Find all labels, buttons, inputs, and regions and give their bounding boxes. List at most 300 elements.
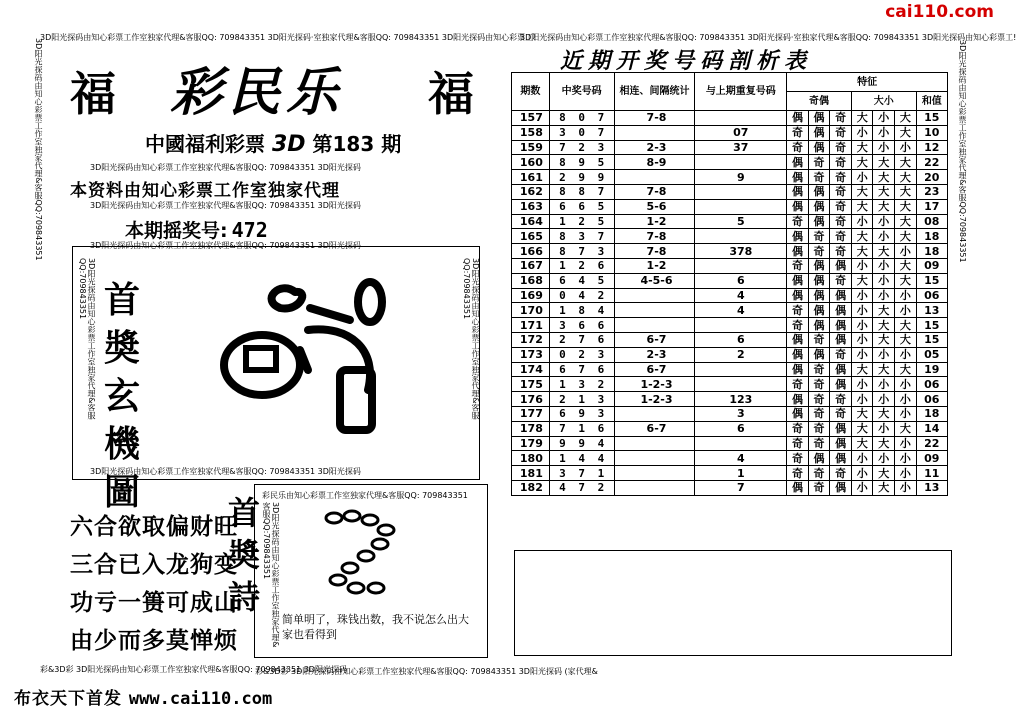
feature-cell: 奇: [787, 436, 809, 451]
feature-cell: 大: [851, 244, 873, 259]
pattern-cell: 7-8: [614, 229, 695, 244]
poem-line: 由少而多莫惮烦: [70, 628, 238, 654]
feature-cell: 小: [895, 406, 917, 421]
sum-cell: 13: [916, 303, 947, 318]
feature-cell: 小: [873, 392, 895, 407]
repeat-cell: [695, 199, 787, 214]
feature-cell: 大: [873, 184, 895, 199]
feature-cell: 大: [851, 436, 873, 451]
number-cell: 6 6 5: [549, 199, 614, 214]
feature-cell: 小: [895, 436, 917, 451]
number-cell: 8 9 5: [549, 155, 614, 170]
feature-cell: 小: [873, 273, 895, 288]
feature-cell: 奇: [830, 406, 852, 421]
footer-slogan-text: 布衣天下首发: [14, 689, 122, 709]
repeat-cell: [695, 111, 787, 126]
feature-cell: 小: [851, 451, 873, 466]
issue-cell: 163: [512, 199, 550, 214]
sum-cell: 14: [916, 421, 947, 436]
sum-cell: 15: [916, 332, 947, 347]
sum-cell: 15: [916, 273, 947, 288]
issue-cell: 160: [512, 155, 550, 170]
feature-cell: 小: [895, 288, 917, 303]
feature-cell: 大: [873, 244, 895, 259]
issue-cell: 168: [512, 273, 550, 288]
feature-cell: 奇: [787, 214, 809, 229]
number-cell: 2 1 3: [549, 392, 614, 407]
feature-cell: 大: [873, 362, 895, 377]
feature-cell: 奇: [787, 451, 809, 466]
feature-cell: 小: [851, 347, 873, 362]
pattern-cell: 6-7: [614, 421, 695, 436]
fu-character-right: 福: [428, 67, 474, 121]
feature-cell: 偶: [808, 140, 830, 155]
pattern-cell: [614, 436, 695, 451]
issue-prefix: 第: [312, 132, 333, 156]
feature-cell: 偶: [830, 421, 852, 436]
feature-cell: 大: [851, 362, 873, 377]
issue-cell: 167: [512, 258, 550, 273]
number-cell: 1 2 6: [549, 258, 614, 273]
issue-cell: 173: [512, 347, 550, 362]
table-title: 近期开奖号码剖析表: [560, 49, 813, 74]
number-cell: 1 4 4: [549, 451, 614, 466]
header-strip-right: 3D阳光探码由知心彩票工作室独家代理&客服QQ: 709843351 3D阳光探码·室独家代理&客服QQ: 709843351 3D阳光探码由知心彩票工!: [520, 33, 1016, 42]
sum-cell: 15: [916, 111, 947, 126]
header-big-small: 大小: [851, 92, 916, 111]
header-issue: 期数: [512, 73, 550, 111]
sum-cell: 18: [916, 406, 947, 421]
repeat-cell: 6: [695, 421, 787, 436]
pattern-cell: 2-3: [614, 140, 695, 155]
sum-cell: 12: [916, 140, 947, 155]
feature-cell: 大: [851, 111, 873, 126]
feature-cell: 小: [851, 170, 873, 185]
feature-cell: 奇: [808, 421, 830, 436]
issue-cell: 169: [512, 288, 550, 303]
number-cell: 3 7 1: [549, 466, 614, 481]
feature-cell: 偶: [830, 451, 852, 466]
feature-cell: 偶: [787, 288, 809, 303]
pattern-cell: [614, 303, 695, 318]
feature-cell: 大: [895, 170, 917, 185]
feature-cell: 小: [895, 377, 917, 392]
repeat-cell: 4: [695, 303, 787, 318]
feature-cell: 小: [851, 288, 873, 303]
number-cell: 8 7 3: [549, 244, 614, 259]
feature-cell: 奇: [808, 332, 830, 347]
pattern-cell: 1-2-3: [614, 377, 695, 392]
table-row: [512, 362, 948, 377]
issue-cell: 159: [512, 140, 550, 155]
feature-cell: 大: [895, 273, 917, 288]
feature-cell: 偶: [787, 199, 809, 214]
feature-cell: 偶: [830, 303, 852, 318]
feature-cell: 奇: [830, 229, 852, 244]
feature-cell: 奇: [830, 392, 852, 407]
pattern-cell: 1-2: [614, 258, 695, 273]
feature-cell: 大: [895, 258, 917, 273]
issue-cell: 164: [512, 214, 550, 229]
feature-cell: 奇: [830, 466, 852, 481]
sum-cell: 18: [916, 229, 947, 244]
issue-cell: 161: [512, 170, 550, 185]
sum-cell: 20: [916, 170, 947, 185]
feature-cell: 奇: [808, 229, 830, 244]
feature-cell: 奇: [830, 125, 852, 140]
feature-cell: 奇: [808, 377, 830, 392]
table-row: [512, 170, 948, 185]
feature-cell: 偶: [787, 111, 809, 126]
feature-cell: 小: [873, 421, 895, 436]
feature-cell: 奇: [830, 155, 852, 170]
poem-line: 三合已入龙狗变: [70, 552, 238, 578]
fu-character-left: 福: [70, 67, 116, 121]
header-number: 中奖号码: [549, 73, 614, 111]
feature-cell: 大: [895, 214, 917, 229]
feature-cell: 小: [895, 392, 917, 407]
feature-cell: 大: [895, 421, 917, 436]
feature-cell: 小: [895, 244, 917, 259]
feature-cell: 大: [895, 184, 917, 199]
number-cell: 8 0 7: [549, 111, 614, 126]
feature-cell: 大: [873, 155, 895, 170]
sum-cell: 19: [916, 362, 947, 377]
number-cell: 1 3 2: [549, 377, 614, 392]
puzzle-side-strip: 3D阳光探码由知心彩票工作室独家代理&客服QQ:709843351: [78, 258, 96, 420]
feature-cell: 大: [851, 155, 873, 170]
draw-number-line: [125, 216, 268, 243]
feature-cell: 偶: [787, 229, 809, 244]
feature-cell: 偶: [787, 392, 809, 407]
feature-cell: 奇: [787, 377, 809, 392]
issue-number: 183: [332, 132, 375, 156]
feature-cell: 大: [873, 318, 895, 333]
table-row: [512, 244, 948, 259]
number-cell: 9 9 4: [549, 436, 614, 451]
feature-cell: 小: [851, 377, 873, 392]
feature-cell: 大: [895, 155, 917, 170]
lottery-name: 中國福利彩票: [145, 132, 265, 156]
feature-cell: 偶: [787, 170, 809, 185]
feature-cell: 小: [873, 347, 895, 362]
footer-url: www.cai110.com: [128, 689, 273, 709]
repeat-cell: 6: [695, 332, 787, 347]
sum-cell: 22: [916, 436, 947, 451]
feature-cell: 大: [895, 111, 917, 126]
number-cell: 8 8 7: [549, 184, 614, 199]
repeat-cell: 123: [695, 392, 787, 407]
sum-cell: 06: [916, 392, 947, 407]
issue-cell: 165: [512, 229, 550, 244]
feature-cell: 偶: [808, 125, 830, 140]
feature-cell: 小: [873, 111, 895, 126]
number-cell: 6 4 5: [549, 273, 614, 288]
feature-cell: 奇: [830, 111, 852, 126]
repeat-cell: 378: [695, 244, 787, 259]
feature-cell: 偶: [787, 332, 809, 347]
feature-cell: 小: [851, 466, 873, 481]
issue-cell: 180: [512, 451, 550, 466]
feature-cell: 大: [851, 199, 873, 214]
table-row: [512, 111, 948, 126]
repeat-cell: [695, 258, 787, 273]
feature-cell: 奇: [808, 392, 830, 407]
right-vertical-strip: 3D阳光探码由知心彩票工作室独家代理&客服QQ:709843351: [958, 40, 967, 263]
table-row: [512, 421, 948, 436]
number-cell: 6 9 3: [549, 406, 614, 421]
pattern-cell: [614, 170, 695, 185]
brand-title: 彩民乐: [170, 62, 345, 123]
pattern-cell: [614, 451, 695, 466]
feature-cell: 奇: [808, 170, 830, 185]
header-repeat: 与上期重复号码: [695, 73, 787, 111]
issue-cell: 158: [512, 125, 550, 140]
bottom-strip: 彩&3D彩 3D阳光探码由知心彩票工作室独家代理&客服QQ: 709843351 3D阳光探码 (家代理&: [255, 667, 598, 676]
feature-cell: 小: [873, 377, 895, 392]
feature-cell: 大: [873, 406, 895, 421]
feature-cell: 奇: [787, 466, 809, 481]
feature-cell: 奇: [830, 214, 852, 229]
feature-cell: 奇: [808, 466, 830, 481]
number-cell: 0 4 2: [549, 288, 614, 303]
table-row: [512, 229, 948, 244]
sum-cell: 22: [916, 155, 947, 170]
feature-cell: 偶: [787, 155, 809, 170]
feature-cell: 偶: [830, 318, 852, 333]
feature-cell: 偶: [808, 214, 830, 229]
repeat-cell: 5: [695, 214, 787, 229]
feature-cell: 小: [895, 451, 917, 466]
feature-cell: 大: [873, 466, 895, 481]
table-row: [512, 332, 948, 347]
feature-cell: 偶: [808, 258, 830, 273]
issue-cell: 162: [512, 184, 550, 199]
feature-cell: 偶: [787, 362, 809, 377]
feature-cell: 偶: [830, 332, 852, 347]
feature-cell: 小: [873, 140, 895, 155]
feature-cell: 奇: [808, 155, 830, 170]
footer-strip: 彩&3D彩 3D阳光探码由知心彩票工作室独家代理&客服QQ: 709843351 3D阳光探码: [40, 665, 347, 674]
table-row: [512, 199, 948, 214]
header-feature: 特征: [787, 73, 948, 92]
repeat-cell: [695, 436, 787, 451]
number-cell: 8 3 7: [549, 229, 614, 244]
feature-cell: 偶: [808, 318, 830, 333]
pattern-cell: 6-7: [614, 362, 695, 377]
feature-cell: 小: [895, 303, 917, 318]
table-row: [512, 466, 948, 481]
feature-cell: 小: [851, 332, 873, 347]
pattern-cell: 8-9: [614, 155, 695, 170]
draw-analysis-table: [511, 72, 948, 496]
sum-cell: 09: [916, 258, 947, 273]
repeat-cell: 9: [695, 170, 787, 185]
feature-cell: 小: [895, 347, 917, 362]
feature-cell: 奇: [787, 258, 809, 273]
hint-strip: 彩民乐由知心彩票工作室独家代理&客服QQ: 709843351: [262, 491, 468, 500]
repeat-cell: 7: [695, 480, 787, 495]
feature-cell: 小: [895, 466, 917, 481]
pattern-cell: 5-6: [614, 199, 695, 214]
issue-cell: 157: [512, 111, 550, 126]
feature-cell: 偶: [830, 362, 852, 377]
table-row: [512, 214, 948, 229]
footer-slogan: [14, 684, 272, 709]
feature-cell: 奇: [830, 199, 852, 214]
ad-strip-b: 3D阳光探码由知心彩票工作室独家代理&客服QQ: 709843351 3D阳光探码: [90, 201, 361, 210]
lottery-issue-title: [145, 128, 401, 157]
header-strip-left: 3D阳光探码由知心彩票工作室独家代理&客服QQ: 709843351 3D阳光探码·室独家代理&客服QQ: 709843351 3D阳光探码由知心彩票工!: [40, 33, 537, 42]
pattern-cell: [614, 466, 695, 481]
feature-cell: 偶: [787, 406, 809, 421]
repeat-cell: [695, 377, 787, 392]
issue-cell: 175: [512, 377, 550, 392]
puzzle-label: 首奬玄機圖: [103, 279, 140, 513]
feature-cell: 偶: [787, 273, 809, 288]
feature-cell: 偶: [787, 184, 809, 199]
table-row: [512, 125, 948, 140]
sum-cell: 23: [916, 184, 947, 199]
pattern-cell: 6-7: [614, 332, 695, 347]
feature-cell: 奇: [808, 406, 830, 421]
table-row: [512, 347, 948, 362]
feature-cell: 小: [851, 392, 873, 407]
issue-cell: 172: [512, 332, 550, 347]
pattern-cell: [614, 480, 695, 495]
feature-cell: 偶: [808, 199, 830, 214]
repeat-cell: 37: [695, 140, 787, 155]
feature-cell: 小: [873, 288, 895, 303]
issue-cell: 181: [512, 466, 550, 481]
feature-cell: 小: [895, 140, 917, 155]
feature-cell: 小: [873, 229, 895, 244]
feature-cell: 奇: [808, 362, 830, 377]
pattern-cell: 2-3: [614, 347, 695, 362]
repeat-cell: [695, 155, 787, 170]
feature-cell: 大: [895, 229, 917, 244]
number-cell: 2 9 9: [549, 170, 614, 185]
game-name: 3D: [271, 132, 306, 157]
feature-cell: 小: [851, 318, 873, 333]
poem-line: 六合欲取偏财旺: [70, 514, 238, 540]
feature-cell: 大: [873, 436, 895, 451]
feature-cell: 奇: [830, 170, 852, 185]
sum-cell: 05: [916, 347, 947, 362]
feature-cell: 奇: [787, 318, 809, 333]
table-row: [512, 155, 948, 170]
pattern-cell: 1-2-3: [614, 392, 695, 407]
site-watermark: cai110.com: [885, 2, 994, 22]
feature-cell: 奇: [830, 184, 852, 199]
feature-cell: 大: [851, 140, 873, 155]
sum-cell: 06: [916, 377, 947, 392]
feature-cell: 偶: [787, 347, 809, 362]
poem-line: 功亏一篑可成山: [70, 590, 238, 616]
feature-cell: 小: [851, 258, 873, 273]
feature-cell: 大: [895, 318, 917, 333]
header-pattern: 相连、间隔统计: [614, 73, 695, 111]
sum-cell: 06: [916, 288, 947, 303]
draw-number: 472: [231, 218, 268, 242]
pattern-cell: 7-8: [614, 244, 695, 259]
ad-strip-d: 3D阳光探码由知心彩票工作室独家代理&客服QQ: 709843351 3D阳光探码: [90, 467, 361, 476]
table-row: [512, 480, 948, 495]
poem-label: 首奬詩: [227, 494, 260, 616]
hint-drawing: [310, 500, 420, 600]
feature-cell: 奇: [830, 273, 852, 288]
sum-cell: 11: [916, 466, 947, 481]
feature-cell: 大: [851, 229, 873, 244]
feature-cell: 大: [873, 480, 895, 495]
header-odd-even: 奇偶: [787, 92, 852, 111]
feature-cell: 大: [851, 273, 873, 288]
number-cell: 6 7 6: [549, 362, 614, 377]
number-cell: 3 0 7: [549, 125, 614, 140]
number-cell: 1 2 5: [549, 214, 614, 229]
table-row: [512, 184, 948, 199]
repeat-cell: [695, 362, 787, 377]
repeat-cell: 4: [695, 288, 787, 303]
feature-cell: 奇: [787, 421, 809, 436]
repeat-cell: 3: [695, 406, 787, 421]
feature-cell: 大: [895, 362, 917, 377]
issue-cell: 177: [512, 406, 550, 421]
table-row: [512, 392, 948, 407]
feature-cell: 大: [851, 184, 873, 199]
issue-suffix: 期: [381, 132, 402, 156]
feature-cell: 奇: [830, 347, 852, 362]
feature-cell: 偶: [830, 436, 852, 451]
feature-cell: 大: [895, 199, 917, 214]
feature-cell: 大: [895, 332, 917, 347]
feature-cell: 小: [851, 125, 873, 140]
repeat-cell: [695, 318, 787, 333]
issue-cell: 174: [512, 362, 550, 377]
feature-cell: 大: [873, 199, 895, 214]
feature-cell: 大: [851, 406, 873, 421]
pattern-cell: [614, 288, 695, 303]
pattern-cell: [614, 318, 695, 333]
number-cell: 7 1 6: [549, 421, 614, 436]
feature-cell: 小: [873, 214, 895, 229]
puzzle-side-strip-right: 3D阳光探码由知心彩票工作室独家代理&客服QQ:709843351: [462, 258, 480, 420]
table-row: [512, 377, 948, 392]
number-cell: 3 6 6: [549, 318, 614, 333]
feature-cell: 奇: [808, 244, 830, 259]
feature-cell: 偶: [787, 480, 809, 495]
table-row: [512, 303, 948, 318]
feature-cell: 偶: [808, 303, 830, 318]
feature-cell: 偶: [808, 273, 830, 288]
sum-cell: 13: [916, 480, 947, 495]
feature-cell: 偶: [808, 288, 830, 303]
table-row: [512, 318, 948, 333]
feature-cell: 奇: [808, 436, 830, 451]
feature-cell: 奇: [787, 125, 809, 140]
puzzle-drawing: [200, 270, 400, 450]
issue-cell: 166: [512, 244, 550, 259]
number-cell: 0 2 3: [549, 347, 614, 362]
hint-text: 简单明了，珠钱出数，我不说怎么出大家也看得到: [282, 613, 469, 641]
agency-line: 本资料由知心彩票工作室独家代理: [70, 181, 340, 201]
header-sum: 和值: [916, 92, 947, 111]
pattern-cell: 7-8: [614, 184, 695, 199]
table-row: [512, 258, 948, 273]
feature-cell: 奇: [830, 140, 852, 155]
pattern-cell: 4-5-6: [614, 273, 695, 288]
feature-cell: 小: [851, 480, 873, 495]
